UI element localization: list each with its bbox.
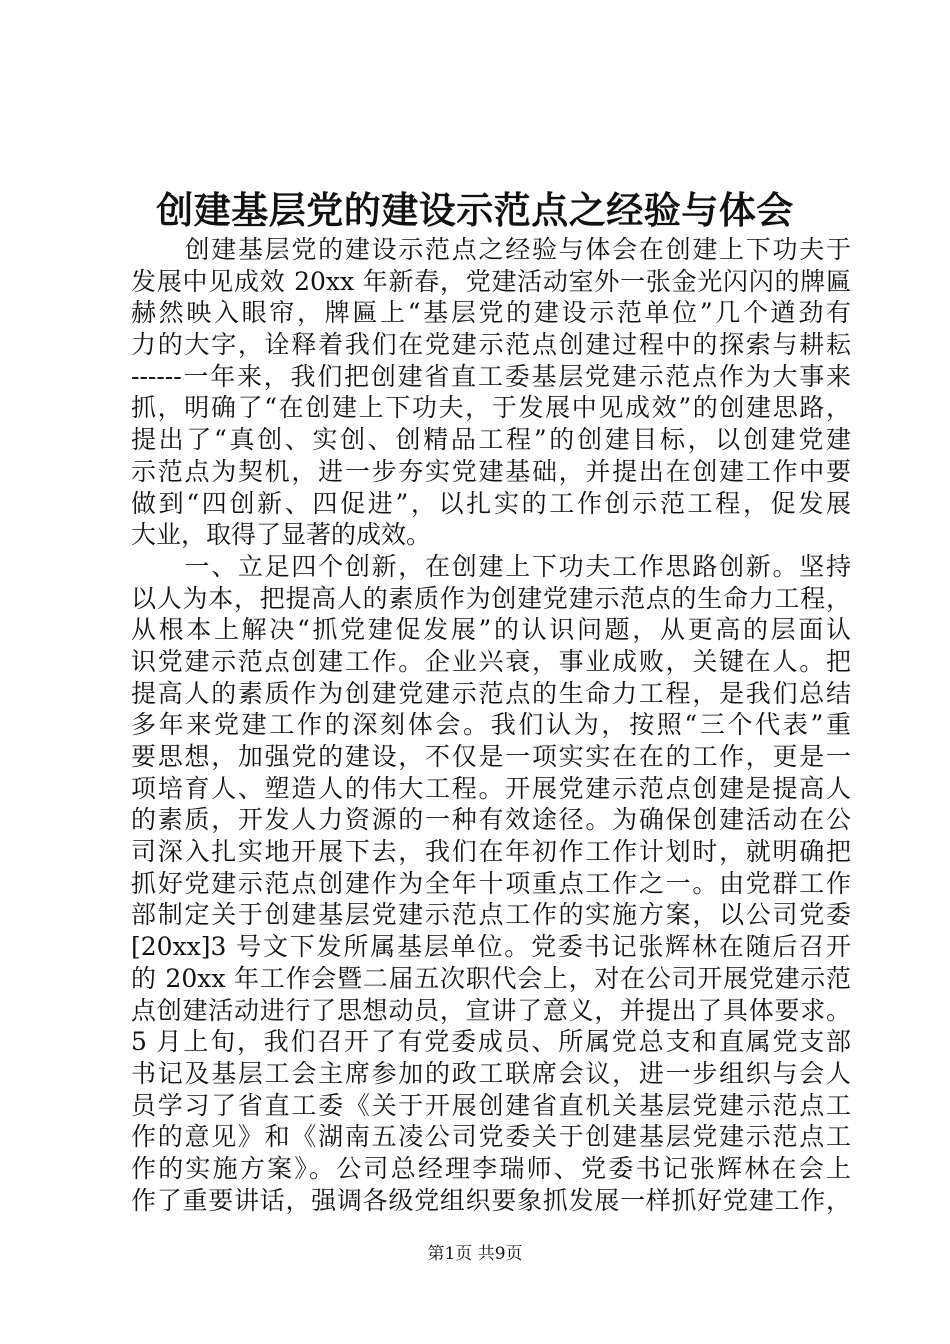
body-line: 多年来党建工作的深刻体会。我们认为，按照“三个代表”重: [131, 710, 851, 740]
body-line: 抓好党建示范点创建作为全年十项重点工作之一。由党群工作: [131, 868, 851, 898]
body-line: 的 20xx 年工作会暨二届五次职代会上，对在公司开展党建示范: [131, 963, 851, 993]
body-line: 员学习了省直工委《关于开展创建省直机关基层党建示范点工: [131, 1090, 851, 1120]
body-line: 发展中见成效 20xx 年新春，党建活动室外一张金光闪闪的牌匾: [131, 266, 851, 296]
body-line: 识党建示范点创建工作。企业兴衰，事业成败，关键在人。把: [131, 646, 851, 676]
page-number-footer: 第1页 共9页: [427, 1244, 523, 1264]
body-line: 作了重要讲话，强调各级党组织要象抓发展一样抓好党建工作，: [131, 1185, 851, 1215]
body-line: [20xx]3 号文下发所属基层单位。党委书记张辉林在随后召开: [131, 932, 851, 962]
body-line: 提出了“真创、实创、创精品工程”的创建目标，以创建党建: [131, 425, 851, 455]
body-line: 示范点为契机，进一步夯实党建基础，并提出在创建工作中要: [131, 456, 851, 486]
document-body: [131, 234, 851, 1216]
body-line: 力的大字，诠释着我们在党建示范点创建过程中的探索与耕耘: [131, 330, 851, 360]
body-line: 从根本上解决“抓党建促发展”的认识问题，从更高的层面认: [131, 615, 851, 645]
document-title: 创建基层党的建设示范点之经验与体会: [156, 188, 794, 232]
body-line: 5 月上旬，我们召开了有党委成员、所属党总支和直属党支部: [131, 1027, 851, 1057]
body-line: 项培育人、塑造人的伟大工程。开展党建示范点创建是提高人: [131, 773, 851, 803]
body-line: 部制定关于创建基层党建示范点工作的实施方案，以公司党委: [131, 900, 851, 930]
body-line: 创建基层党的建设示范点之经验与体会在创建上下功夫于: [131, 235, 851, 264]
body-line: 大业，取得了显著的成效。: [131, 520, 432, 550]
body-line: 一、立足四个创新，在创建上下功夫工作思路创新。坚持: [131, 551, 851, 581]
body-line: 作的意见》和《湖南五凌公司党委关于创建基层党建示范点工: [131, 1122, 851, 1152]
body-line: 要思想，加强党的建设，不仅是一项实实在在的工作，更是一: [131, 742, 851, 771]
body-line: 以人为本，把提高人的素质作为创建党建示范点的生命力工程，: [131, 583, 851, 613]
body-line: 作的实施方案》。公司总经理李瑞师、党委书记张辉林在会上: [131, 1153, 851, 1183]
body-line: 抓，明确了“在创建上下功夫，于发展中见成效”的创建思路，: [131, 393, 851, 423]
body-line: ------一年来，我们把创建省直工委基层党建示范点作为大事来: [131, 361, 851, 391]
body-line: 的素质，开发人力资源的一种有效途径。为确保创建活动在公: [131, 805, 851, 835]
body-line: 点创建活动进行了思想动员，宣讲了意义，并提出了具体要求。: [131, 995, 851, 1025]
body-line: 赫然映入眼帘，牌匾上“基层党的建设示范单位”几个遒劲有: [131, 298, 851, 328]
body-line: 做到“四创新、四促进”，以扎实的工作创示范工程，促发展: [131, 488, 851, 518]
body-line: 书记及基层工会主席参加的政工联席会议，进一步组织与会人: [131, 1058, 851, 1088]
body-line: 提高人的素质作为创建党建示范点的生命力工程，是我们总结: [131, 678, 851, 708]
body-line: 司深入扎实地开展下去，我们在年初作工作计划时，就明确把: [131, 837, 851, 867]
